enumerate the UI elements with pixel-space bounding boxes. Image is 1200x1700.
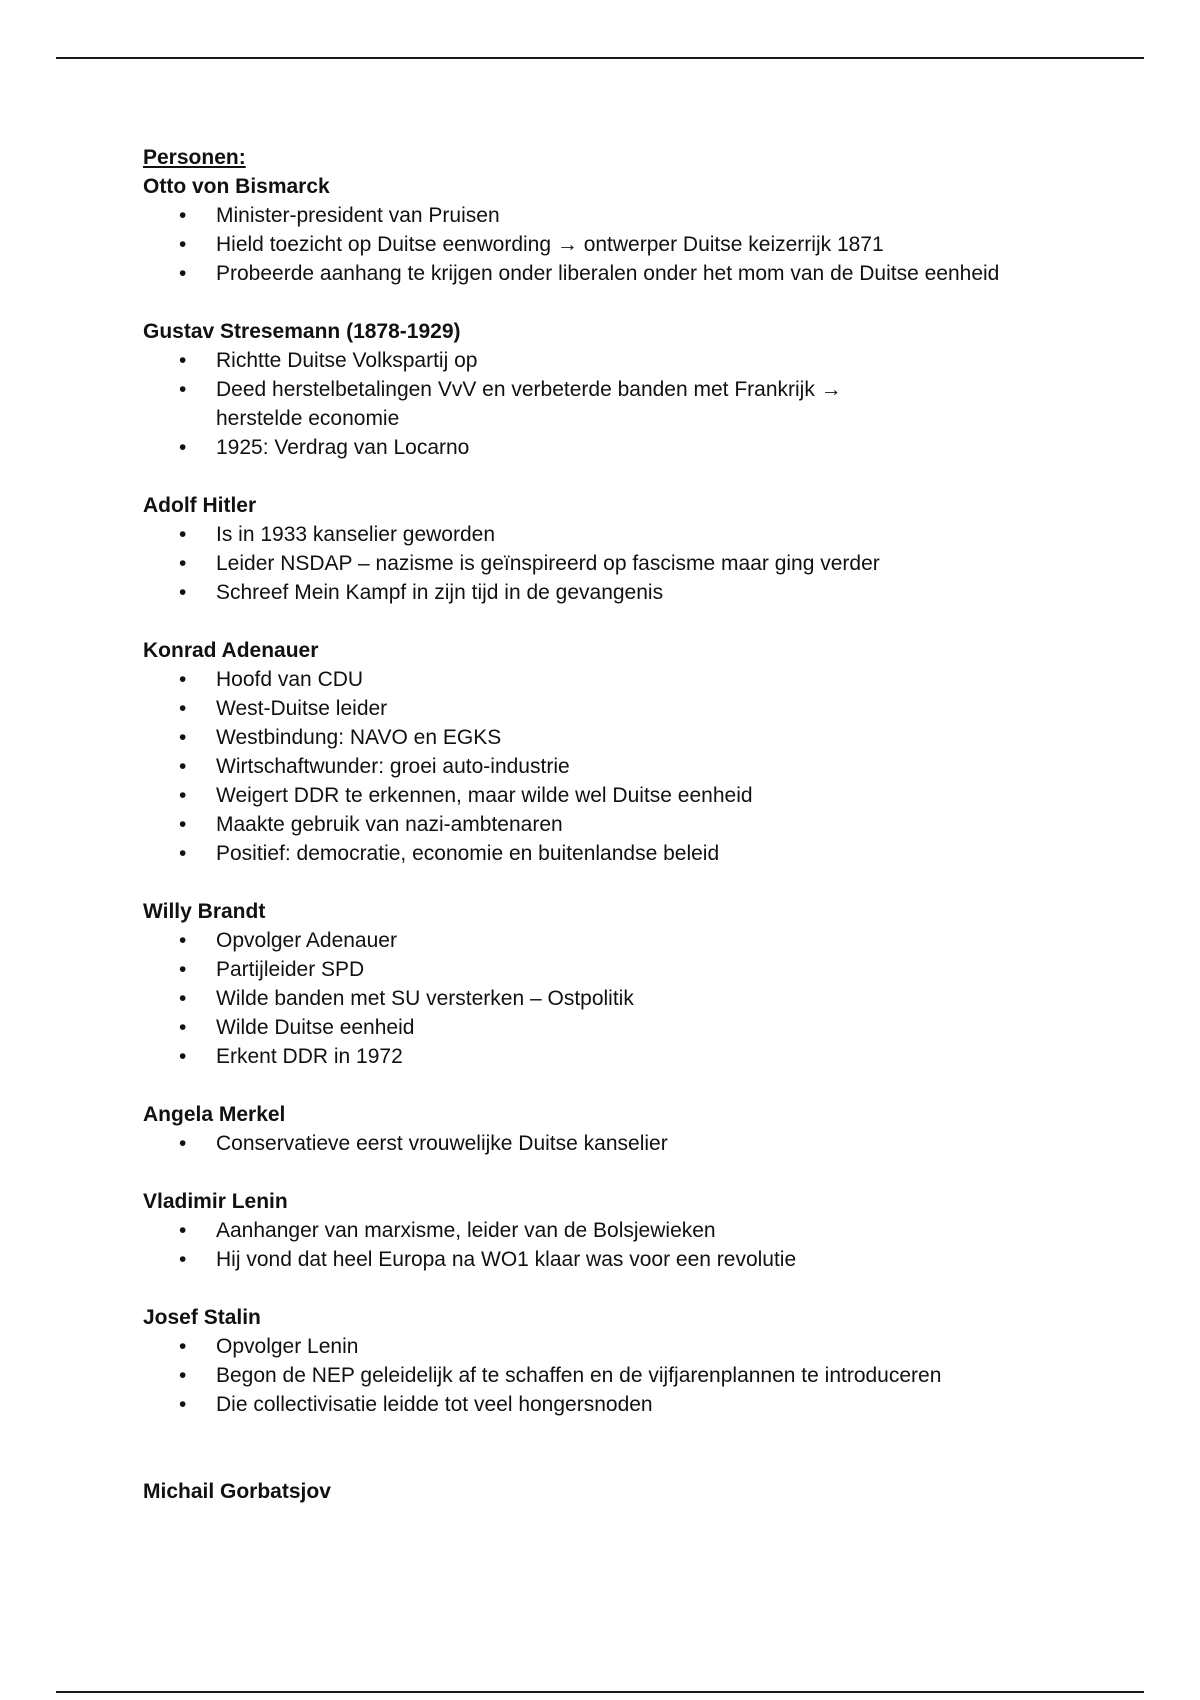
bullet-list bbox=[143, 520, 1103, 607]
list-item: • Deed herstelbetalingen VvV en verbeterde banden met Frankrijk → herstelde economie bbox=[143, 375, 1103, 433]
person-name: Angela Merkel bbox=[143, 1103, 286, 1126]
list-item: • Weigert DDR te erkennen, maar wilde wel Duitse eenheid bbox=[143, 781, 1103, 810]
list-item: • Wirtschaftwunder: groei auto-industrie bbox=[143, 752, 1103, 781]
bullet-list bbox=[143, 926, 1103, 1071]
person-name: Gustav Stresemann (1878-1929) bbox=[143, 320, 461, 343]
list-item: • Die collectivisatie leidde tot veel hongersnoden bbox=[143, 1390, 1103, 1419]
list-item: • Hij vond dat heel Europa na WO1 klaar was voor een revolutie bbox=[143, 1245, 1103, 1274]
bullet-list bbox=[143, 1332, 1103, 1419]
list-item: • Positief: democratie, economie en buitenlandse beleid bbox=[143, 839, 1103, 868]
list-item: • Begon de NEP geleidelijk af te schaffen en de vijfjarenplannen te introduceren bbox=[143, 1361, 1103, 1390]
footer-rule bbox=[56, 1691, 1144, 1693]
person-name: Josef Stalin bbox=[143, 1306, 261, 1329]
list-item: • Aanhanger van marxisme, leider van de Bolsjewieken bbox=[143, 1216, 1103, 1245]
list-item: • Maakte gebruik van nazi-ambtenaren bbox=[143, 810, 1103, 839]
list-item: • Hield toezicht op Duitse eenwording → ontwerper Duitse keizerrijk 1871 bbox=[143, 230, 1103, 259]
list-item: • Schreef Mein Kampf in zijn tijd in de gevangenis bbox=[143, 578, 1103, 607]
person-name: Willy Brandt bbox=[143, 900, 266, 923]
list-item: • Leider NSDAP – nazisme is geïnspireerd op fascisme maar ging verder bbox=[143, 549, 1103, 578]
list-item: • Is in 1933 kanselier geworden bbox=[143, 520, 1103, 549]
person-section bbox=[143, 897, 1103, 1071]
list-item: • Opvolger Lenin bbox=[143, 1332, 1103, 1361]
list-item: • Probeerde aanhang te krijgen onder liberalen onder het mom van de Duitse eenheid bbox=[143, 259, 1103, 288]
list-item: • Wilde Duitse eenheid bbox=[143, 1013, 1103, 1042]
list-item: • Richtte Duitse Volkspartij op bbox=[143, 346, 1103, 375]
list-item: • 1925: Verdrag van Locarno bbox=[143, 433, 1103, 462]
person-name: Vladimir Lenin bbox=[143, 1190, 288, 1213]
list-item: • Westbindung: NAVO en EGKS bbox=[143, 723, 1103, 752]
list-item: • Hoofd van CDU bbox=[143, 665, 1103, 694]
person-section bbox=[143, 317, 1103, 462]
list-item: • Opvolger Adenauer bbox=[143, 926, 1103, 955]
list-item: • West-Duitse leider bbox=[143, 694, 1103, 723]
section-heading: Personen: bbox=[143, 146, 246, 169]
person-section bbox=[143, 1187, 1103, 1274]
header-rule bbox=[56, 57, 1144, 59]
list-item: • Minister-president van Pruisen bbox=[143, 201, 1103, 230]
list-item: • Partijleider SPD bbox=[143, 955, 1103, 984]
bullet-list bbox=[143, 665, 1103, 868]
person-section bbox=[143, 1100, 1103, 1158]
person-section bbox=[143, 1477, 1103, 1506]
bullet-list bbox=[143, 346, 1103, 462]
bullet-list bbox=[143, 201, 1103, 288]
person-name: Adolf Hitler bbox=[143, 494, 257, 517]
person-section bbox=[143, 172, 1103, 288]
bullet-list bbox=[143, 1216, 1103, 1274]
list-item: • Wilde banden met SU versterken – Ostpolitik bbox=[143, 984, 1103, 1013]
bullet-list bbox=[143, 1129, 1103, 1158]
document-body bbox=[143, 143, 1103, 1535]
person-name: Konrad Adenauer bbox=[143, 639, 319, 662]
person-name: Michail Gorbatsjov bbox=[143, 1480, 331, 1503]
list-item: • Erkent DDR in 1972 bbox=[143, 1042, 1103, 1071]
person-section bbox=[143, 1303, 1103, 1419]
person-section bbox=[143, 636, 1103, 868]
list-item: • Conservatieve eerst vrouwelijke Duitse kanselier bbox=[143, 1129, 1103, 1158]
person-section bbox=[143, 491, 1103, 607]
person-name: Otto von Bismarck bbox=[143, 175, 330, 198]
